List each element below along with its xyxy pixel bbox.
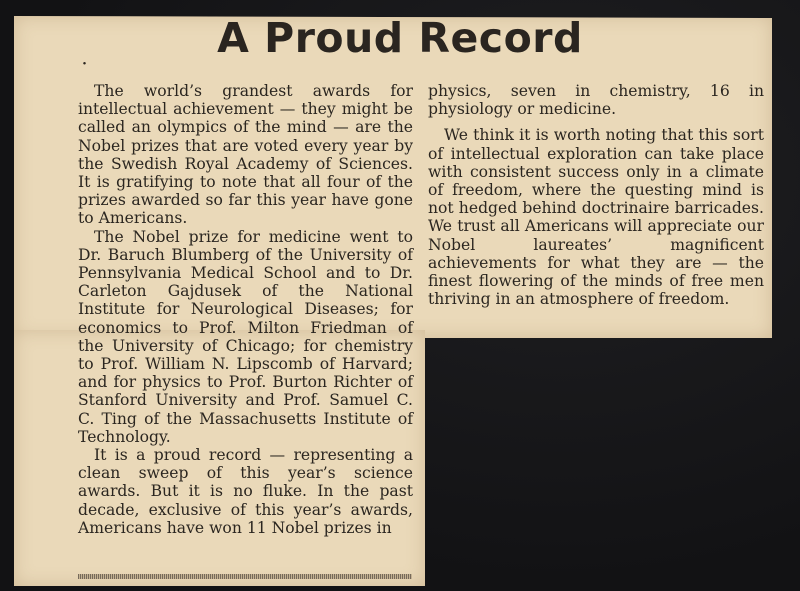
right-paragraph-2: We think it is worth noting that this sort of intellectual exploration can take place with consistent success only in a climate of freedom, where the questing mind is not hedged behind doctrinaire barricades. We trust all Americans will appreciate our Nobel laureates’ magnificent achievements for what they are — the finest flowering of the minds of free men thriving in an atmosphere of freedom. bbox=[428, 126, 764, 309]
headline: A Proud Record bbox=[217, 14, 583, 62]
left-paragraph-1: The world’s grandest awards for intellectual achievement — they might be called an olympics of the mind — are the Nobel prizes that are voted every year by the Swedish Royal Academy of Sciences. It is gratifying to note that all four of the prizes awarded so far this year have gone to Americans. bbox=[78, 82, 413, 228]
bottom-rule bbox=[78, 574, 412, 579]
left-paragraph-2: The Nobel prize for medicine went to Dr. Baruch Blumberg of the University of Pennsylvania Medical School and to Dr. Carleton Gajdusek of the National Institute for Neurological Diseases; for economics to Prof. Milton Friedman of the University of Chicago; for chemistry to Prof. William N. Lipscomb of Harvard; and for physics to Prof. Burton Richter of Stanford University and Prof. Samuel C. C. Ting of the Massachusetts Institute of Technology. bbox=[78, 227, 413, 446]
right-column bbox=[428, 82, 764, 308]
left-column bbox=[78, 82, 413, 537]
stray-mark: ˙ bbox=[80, 60, 89, 81]
right-paragraph-1: physics, seven in chemistry, 16 in physiology or medicine. bbox=[428, 82, 764, 119]
left-paragraph-3: It is a proud record — representing a clean sweep of this year’s science awards. But it is no fluke. In the past decade, exclusive of this year’s awards, Americans have won 11 Nobel prizes in bbox=[78, 446, 413, 537]
